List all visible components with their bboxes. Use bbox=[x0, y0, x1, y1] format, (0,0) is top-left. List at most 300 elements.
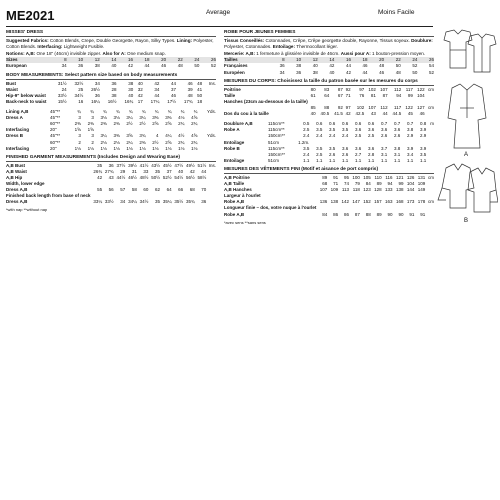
table-cell: 26 bbox=[417, 57, 434, 63]
table-cell: 136 bbox=[319, 199, 328, 205]
table-cell: 2⅜ bbox=[74, 121, 81, 127]
table-cell: 35 bbox=[97, 162, 103, 168]
table-cell: 2.5 bbox=[355, 133, 362, 139]
table-cell: 44 bbox=[201, 168, 207, 174]
table-cell: 1.2m. bbox=[298, 139, 310, 145]
notes-text: One medium snap. bbox=[127, 50, 166, 56]
table-cell: 112 bbox=[394, 86, 402, 92]
table-cell: 16¼ bbox=[91, 98, 100, 104]
table-cell: 15½ bbox=[57, 98, 67, 104]
notes-label: Also for A: bbox=[102, 50, 128, 56]
measure-table bbox=[224, 121, 434, 164]
difficulty-fr: Moins Facile bbox=[378, 9, 415, 16]
english-column bbox=[6, 30, 216, 214]
row-label: Robe A,B bbox=[224, 199, 245, 205]
table-cell bbox=[197, 146, 216, 152]
row-label: Dress B bbox=[6, 133, 24, 139]
table-cell: 138 bbox=[395, 187, 404, 193]
table-cell: 168 bbox=[395, 199, 404, 205]
table-cell: 3.5 bbox=[329, 145, 336, 151]
table-cell: 2 bbox=[78, 139, 81, 145]
table-cell: 29 bbox=[120, 168, 126, 174]
table-cell: cm bbox=[428, 199, 434, 205]
table-cell: 147 bbox=[352, 199, 360, 205]
table-cell: 2¾ bbox=[191, 121, 198, 127]
table-cell: 20 bbox=[368, 57, 385, 63]
row-sublabel: 20" bbox=[50, 145, 57, 151]
table-cell: 126 bbox=[406, 174, 415, 180]
table-cell: 33¼ bbox=[93, 199, 103, 205]
table-cell: 2.4 bbox=[329, 133, 336, 139]
row-sublabel: 60"** bbox=[50, 121, 61, 127]
pattern-header bbox=[0, 0, 500, 34]
table-cell: 3.5 bbox=[419, 151, 427, 157]
table-row bbox=[6, 99, 216, 105]
table-cell: 42 bbox=[329, 63, 335, 69]
table-cell: 3 bbox=[91, 133, 94, 139]
table-cell: 3.8 bbox=[393, 145, 401, 151]
table-cell: 4¼ bbox=[165, 133, 172, 139]
table-cell: 2⅛ bbox=[113, 139, 120, 145]
notes-label: Tissus Conseillés: bbox=[224, 38, 266, 44]
table-cell: Ins. bbox=[208, 80, 216, 86]
table-cell: m bbox=[430, 121, 434, 127]
table-cell: 116 bbox=[385, 174, 393, 180]
table-cell: 3⅜ bbox=[152, 115, 159, 121]
table-cell: ¾ bbox=[193, 109, 198, 115]
table-cell: 3.9 bbox=[406, 145, 414, 151]
notes-label: Doublure: bbox=[411, 38, 433, 44]
table-cell: 48 bbox=[395, 69, 401, 75]
table-cell: 44 bbox=[154, 92, 160, 98]
table-cell: 2¼ bbox=[126, 139, 133, 145]
row-label: Européen bbox=[224, 69, 245, 75]
dress-a-view-icon bbox=[448, 84, 486, 148]
dress-b-view-icon bbox=[438, 164, 498, 212]
table-cell: 44 bbox=[170, 80, 176, 86]
row-sublabel: 45"** bbox=[50, 115, 61, 121]
measure-table bbox=[6, 81, 216, 105]
header-rule bbox=[6, 26, 433, 27]
table-cell: 40 bbox=[178, 168, 184, 174]
table-cell: 157 bbox=[374, 199, 382, 205]
row-label: Largeur à l'ourlet bbox=[224, 193, 261, 199]
table-cell: 3.1 bbox=[393, 151, 401, 157]
table-cell: 70 bbox=[201, 187, 207, 193]
table-cell: 0.6 bbox=[355, 121, 362, 127]
table-cell: 34 bbox=[279, 69, 285, 75]
table-cell: 44 bbox=[362, 69, 368, 75]
table-cell: 44½ bbox=[116, 174, 126, 180]
table-cell: 35¾ bbox=[185, 199, 195, 205]
table-cell: 2⅝ bbox=[165, 139, 172, 145]
row-label: Hanches (23cm au-dessous de la taille) bbox=[224, 98, 308, 104]
table-cell: 3.6 bbox=[368, 145, 375, 151]
table-cell: 89 bbox=[376, 181, 382, 187]
table-cell: 2.9 bbox=[419, 133, 427, 139]
table-cell: 36 bbox=[94, 92, 100, 98]
table-cell: 3 bbox=[78, 133, 81, 139]
table-cell: 42 bbox=[189, 168, 195, 174]
table-row bbox=[224, 212, 434, 218]
row-sublabel: 20" bbox=[50, 127, 57, 133]
table-cell: 149 bbox=[417, 187, 426, 193]
table-cell: 43 bbox=[370, 111, 376, 117]
table-cell: 54½ bbox=[174, 174, 184, 180]
table-cell: 91 bbox=[420, 211, 426, 217]
table-cell: 18 bbox=[133, 57, 150, 63]
table-cell: 3⅝ bbox=[126, 133, 133, 139]
table-cell: 58½ bbox=[197, 174, 207, 180]
table-cell: 117 bbox=[405, 86, 413, 92]
table-cell: 38 bbox=[312, 69, 318, 75]
row-sublabel: 150cm** bbox=[268, 151, 286, 157]
table-cell: 1⅛ bbox=[100, 145, 107, 151]
row-label: A,B Taille bbox=[224, 181, 245, 187]
table-cell: 109 bbox=[330, 187, 339, 193]
table-cell: 1.1 bbox=[368, 157, 375, 163]
table-cell: 36 bbox=[201, 199, 207, 205]
table-cell: 18 bbox=[197, 98, 203, 104]
table-cell: 31 bbox=[131, 168, 137, 174]
table-cell: 44.5 bbox=[392, 111, 402, 117]
table-cell: 30 bbox=[128, 86, 134, 92]
table-cell: 88 bbox=[324, 105, 330, 111]
table-cell: 113 bbox=[341, 187, 349, 193]
row-sublabel: 51cm bbox=[268, 157, 280, 163]
table-cell: 1⅛ bbox=[152, 145, 159, 151]
table-cell: 1⅛ bbox=[74, 145, 81, 151]
table-cell: 8 bbox=[268, 57, 285, 63]
table-cell: 133 bbox=[385, 187, 393, 193]
row-label: Interfacing bbox=[6, 145, 30, 151]
row-label: Dos du cou à la taille bbox=[224, 111, 269, 117]
table-cell: 48 bbox=[187, 92, 193, 98]
table-cell: 57 bbox=[120, 187, 126, 193]
table-cell: 1⅝ bbox=[87, 127, 94, 133]
table-cell: 32½ bbox=[74, 80, 84, 86]
view-drawings bbox=[436, 28, 498, 238]
table-cell: 10 bbox=[67, 57, 84, 63]
table-cell: 39 bbox=[187, 86, 193, 92]
table-cell: 16½ bbox=[107, 98, 117, 104]
table-cell: 1⅛ bbox=[87, 145, 94, 151]
table-cell: 46 bbox=[379, 69, 385, 75]
row-label: Dress A bbox=[6, 115, 23, 121]
table-row bbox=[224, 158, 434, 164]
table-cell: 35 bbox=[154, 199, 160, 205]
notes-label: Suggested Fabrics: bbox=[6, 38, 50, 44]
notes-label: Lining: bbox=[176, 38, 194, 44]
row-label: Entoilage bbox=[224, 157, 245, 163]
pattern-code: ME2021 bbox=[6, 8, 55, 23]
table-cell: 41½ bbox=[139, 162, 149, 168]
notes-text: Polyester, Cotton Blends. bbox=[6, 38, 214, 50]
table-cell: 50 bbox=[194, 63, 200, 69]
table-cell: 104 bbox=[417, 92, 425, 98]
measure-table bbox=[6, 57, 216, 69]
row-sublabel: 150cm** bbox=[268, 133, 286, 139]
row-sublabel: 45"** bbox=[50, 133, 61, 139]
table-cell: 42 bbox=[127, 63, 133, 69]
table-cell: 99 bbox=[398, 181, 404, 187]
table-cell: 17¾ bbox=[183, 98, 193, 104]
table-cell: 44 bbox=[345, 63, 351, 69]
table-cell: 3.5 bbox=[316, 145, 323, 151]
table-cell: 4⅛ bbox=[178, 115, 185, 121]
table-cell: 56 bbox=[108, 187, 114, 193]
row-label: Dress A,B bbox=[6, 199, 28, 205]
table-cell: 2¾ bbox=[178, 121, 185, 127]
table-cell: ¾ bbox=[115, 109, 120, 115]
table-cell: 122 bbox=[405, 105, 413, 111]
table-cell: 43½ bbox=[151, 162, 160, 168]
table-cell: 109 bbox=[417, 181, 426, 187]
table-cell: 40 bbox=[128, 92, 134, 98]
table-cell: 1⅛ bbox=[126, 145, 133, 151]
table-cell: ¾ bbox=[103, 109, 107, 115]
table-cell: 3.8 bbox=[406, 127, 414, 133]
table-cell: 1⅛ bbox=[139, 145, 146, 151]
notes-line bbox=[6, 38, 216, 50]
table-cell: 38 bbox=[94, 63, 100, 69]
row-label: Hip-9" below waist bbox=[6, 92, 46, 98]
view-a-label: A bbox=[464, 152, 469, 158]
row-sublabel: 45"** bbox=[50, 109, 61, 115]
table-cell: 40 bbox=[111, 63, 117, 69]
table-cell: 3 bbox=[91, 115, 94, 121]
table-cell: 4 bbox=[156, 133, 159, 139]
table-cell: 4⅝ bbox=[191, 115, 198, 121]
row-sublabel: 60"** bbox=[50, 139, 61, 145]
row-label: Poitrine bbox=[224, 86, 241, 92]
table-cell: 71 bbox=[333, 181, 339, 187]
table-cell: 1⅛ bbox=[178, 145, 185, 151]
table-cell: 2⅜ bbox=[113, 121, 120, 127]
table-row bbox=[6, 63, 216, 69]
table-cell: 2⅝ bbox=[165, 121, 172, 127]
notes-text: 1 fermeture à glissière invisible de 46cm. bbox=[256, 50, 341, 56]
table-cell: 12 bbox=[83, 57, 100, 63]
notes-text: Cotonnades, Crêpe, Crêpe georgette double, Rayonne, Tissus soyeux. bbox=[265, 38, 412, 44]
table-cell: 26¾ bbox=[93, 168, 103, 174]
table-cell bbox=[426, 158, 434, 164]
table-row bbox=[224, 70, 434, 76]
table-cell: 71 bbox=[345, 92, 351, 98]
table-cell: 94 bbox=[396, 92, 402, 98]
table-cell: 110 bbox=[374, 174, 382, 180]
table-cell: 3¼ bbox=[139, 115, 146, 121]
table-cell: 24 bbox=[183, 57, 200, 63]
table-cell: 144 bbox=[406, 187, 415, 193]
table-cell: 32 bbox=[137, 86, 143, 92]
french-column bbox=[224, 30, 434, 226]
table-cell: 2½ bbox=[139, 121, 146, 127]
table-cell: 3.1 bbox=[380, 151, 388, 157]
table-cell: 31½ bbox=[57, 80, 67, 86]
table-cell: 45½ bbox=[162, 162, 172, 168]
row-label: Doublure A,B bbox=[224, 121, 253, 127]
row-label: Tailles bbox=[224, 57, 268, 63]
table-cell: 84 bbox=[322, 211, 328, 217]
table-cell: 38 bbox=[296, 63, 302, 69]
table-cell: 2.4 bbox=[303, 151, 310, 157]
notes-label: Mercerie: A,B: bbox=[224, 50, 257, 56]
table-cell: 35½ bbox=[174, 199, 184, 205]
row-label: Width, lower edge bbox=[6, 181, 45, 187]
row-label: A,B Waist bbox=[6, 168, 27, 174]
table-cell: 107 bbox=[380, 86, 388, 92]
notes-text: 1 bouton-pression moyen. bbox=[372, 50, 426, 56]
table-cell: 81 bbox=[370, 92, 376, 98]
table-cell: 131 bbox=[417, 174, 426, 180]
table-cell: 90 bbox=[387, 211, 393, 217]
table-cell: 3.5 bbox=[303, 145, 310, 151]
table-cell: 46 bbox=[187, 80, 193, 86]
table-cell: 54 bbox=[428, 63, 434, 69]
table-cell: 87 bbox=[337, 86, 343, 92]
table-cell: 3.4 bbox=[406, 151, 414, 157]
row-label: Dress A,B bbox=[6, 187, 28, 193]
row-label: Interfacing bbox=[6, 127, 30, 133]
row-label: Françaises bbox=[224, 63, 248, 69]
table-cell: 16¾ bbox=[124, 98, 134, 104]
table-cell: 34¼ bbox=[128, 199, 137, 205]
table-cell: 0.8 bbox=[419, 121, 427, 127]
table-cell: 1.1 bbox=[419, 157, 427, 163]
table-cell: 85 bbox=[310, 105, 316, 111]
table-cell: 0.7 bbox=[380, 121, 388, 127]
table-cell: 0.7 bbox=[406, 121, 414, 127]
table-cell: 27¾ bbox=[104, 168, 114, 174]
table-cell: 3⅛ bbox=[100, 115, 107, 121]
table-cell: 64 bbox=[324, 92, 330, 98]
table-cell: 48 bbox=[197, 80, 203, 86]
row-label: A,B Hip bbox=[6, 174, 23, 180]
table-cell: 86 bbox=[333, 211, 339, 217]
table-cell: 1⅛ bbox=[191, 145, 198, 151]
table-cell: 40 bbox=[329, 69, 335, 75]
notes-line bbox=[224, 38, 434, 50]
table-cell: 121 bbox=[395, 174, 404, 180]
table-cell: 20 bbox=[150, 57, 167, 63]
table-cell: 34 bbox=[61, 63, 67, 69]
table-cell: 2.9 bbox=[406, 133, 414, 139]
table-cell: 2⅛ bbox=[100, 139, 107, 145]
table-cell: 2.5 bbox=[303, 127, 310, 133]
table-cell: 34½ bbox=[74, 92, 84, 98]
row-label: Bust bbox=[6, 80, 16, 86]
table-cell: 86 bbox=[343, 211, 349, 217]
table-cell: 2.5 bbox=[368, 133, 375, 139]
table-cell: ¾ bbox=[77, 109, 81, 115]
table-cell: 50½ bbox=[151, 174, 160, 180]
table-cell: 42 bbox=[97, 174, 103, 180]
table-row bbox=[6, 199, 216, 205]
table-cell: 2.6 bbox=[380, 133, 388, 139]
table-cell: 79 bbox=[354, 181, 360, 187]
table-cell: 2.6 bbox=[342, 151, 349, 157]
table-cell bbox=[425, 212, 434, 218]
table-cell: 38 bbox=[128, 80, 134, 86]
table-cell: 24 bbox=[401, 57, 418, 63]
table-cell: 4⅝ bbox=[191, 133, 198, 139]
table-cell: 16 bbox=[334, 57, 351, 63]
table-cell: 44 bbox=[382, 111, 388, 117]
table-cell: 50 bbox=[197, 92, 203, 98]
table-cell: 122 bbox=[417, 86, 425, 92]
table-cell: 10 bbox=[285, 57, 302, 63]
row-sublabel: 115cm** bbox=[268, 145, 285, 151]
table-cell: 39½ bbox=[128, 162, 137, 168]
table-cell: 2½ bbox=[126, 121, 133, 127]
table-cell: 0.6 bbox=[316, 121, 323, 127]
table-cell: 105 bbox=[363, 174, 371, 180]
dress-a-front-icon bbox=[444, 30, 472, 68]
table-cell: 68 bbox=[189, 187, 195, 193]
row-sublabel: 115cm** bbox=[268, 121, 285, 127]
row-label: Entoilage bbox=[224, 139, 245, 145]
row-label: A,B Hanches bbox=[224, 187, 252, 193]
table-cell: ¾ bbox=[128, 109, 133, 115]
table-cell: 3.6 bbox=[368, 127, 375, 133]
table-cell: 88 bbox=[365, 211, 371, 217]
table-cell: 46½ bbox=[128, 174, 137, 180]
table-cell: 2.4 bbox=[303, 133, 310, 139]
table-cell: 3¼ bbox=[100, 133, 107, 139]
table-cell: 33 bbox=[143, 168, 149, 174]
notes-text: Cotton Blends, Crepe, Double Georgette, Rayon, Silky Types. bbox=[49, 38, 177, 44]
section-title: MISSES' DRESS bbox=[6, 30, 216, 37]
table-cell: 83 bbox=[324, 86, 330, 92]
table-cell: 2.5 bbox=[316, 151, 323, 157]
measure-table bbox=[6, 163, 216, 206]
table-cell: 0.6 bbox=[342, 121, 349, 127]
table-cell: 2.4 bbox=[316, 133, 323, 139]
table-cell: 1.1 bbox=[316, 157, 323, 163]
table-cell: 3.6 bbox=[380, 127, 388, 133]
table-cell: 76 bbox=[359, 92, 365, 98]
table-cell: 123 bbox=[363, 187, 371, 193]
table-cell: 48½ bbox=[139, 174, 149, 180]
table-cell: 55 bbox=[97, 187, 103, 193]
row-label: Finished back length from base of neck bbox=[6, 193, 91, 199]
table-cell: 34½ bbox=[139, 199, 149, 205]
table-cell: 2⅝ bbox=[152, 121, 159, 127]
table-cell: 42 bbox=[345, 111, 351, 117]
table-cell: 43 bbox=[108, 174, 114, 180]
table-cell: 97 bbox=[359, 86, 365, 92]
table-cell: 80 bbox=[310, 86, 316, 92]
table-cell: 128 bbox=[374, 187, 382, 193]
table-cell: 107 bbox=[368, 105, 376, 111]
notes-label: Interfacing: bbox=[37, 44, 64, 50]
row-label: Taille bbox=[224, 92, 236, 98]
table-cell: 3.5 bbox=[316, 127, 323, 133]
table-cell: 92 bbox=[345, 86, 351, 92]
table-cell: 1.1 bbox=[355, 157, 362, 163]
table-cell: 2 bbox=[91, 139, 94, 145]
table-cell: 46 bbox=[170, 92, 176, 98]
table-cell: 36 bbox=[111, 80, 117, 86]
table-cell: 40.5 bbox=[320, 111, 330, 117]
row-label: A,B Bust bbox=[6, 162, 25, 168]
row-label: Robe A bbox=[224, 127, 240, 133]
table-cell: 94 bbox=[387, 181, 393, 187]
table-cell: 61 bbox=[310, 92, 316, 98]
table-cell: 0.5 bbox=[303, 121, 310, 127]
table-cell: 37 bbox=[166, 168, 172, 174]
